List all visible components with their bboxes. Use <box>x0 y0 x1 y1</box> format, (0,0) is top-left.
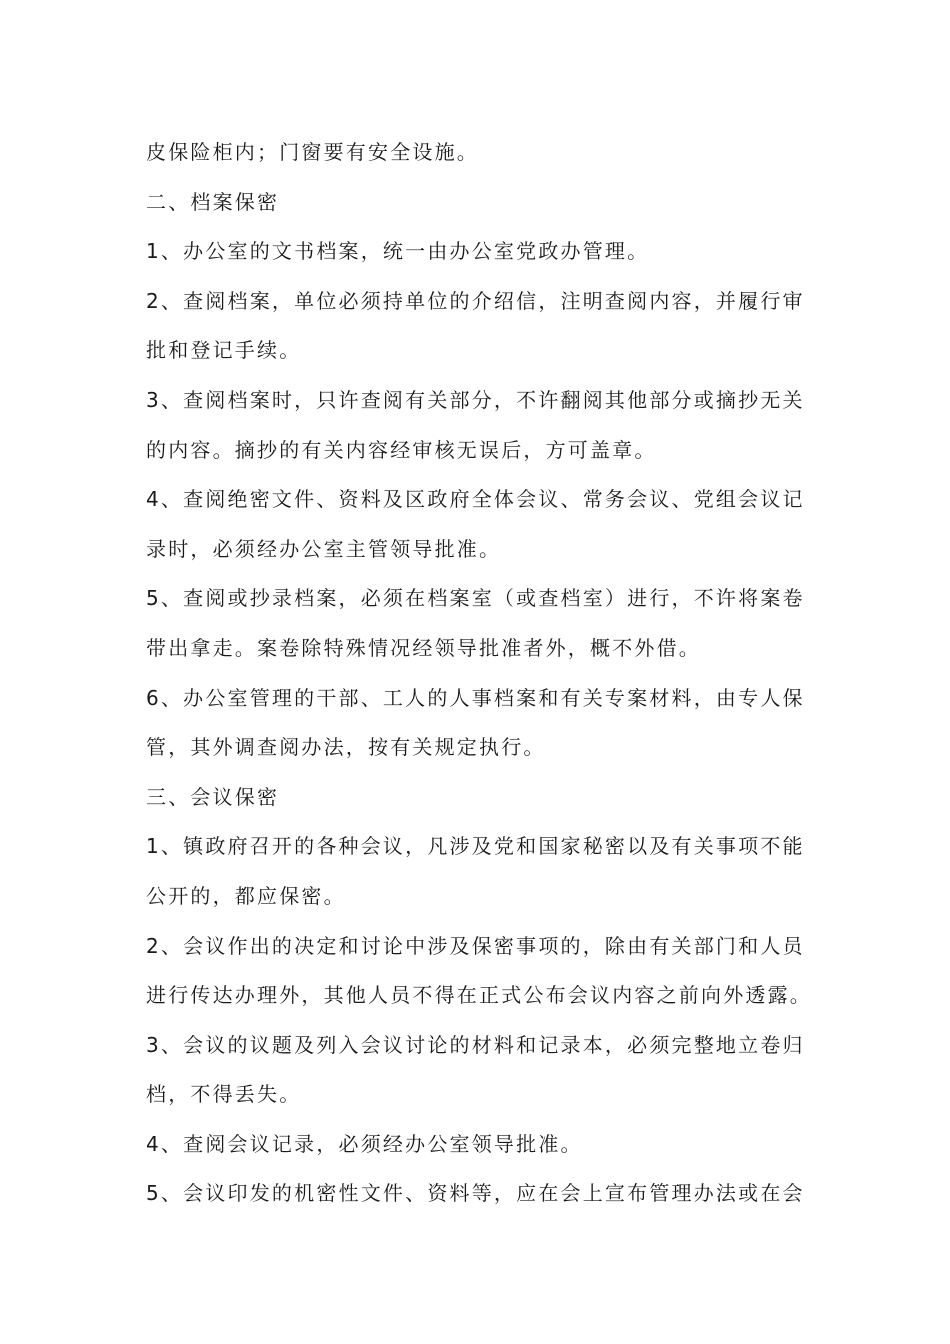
text-line: 批和登记手续。 <box>146 338 302 363</box>
text-line: 带出拿走。案卷除特殊情况经领导批准者外，概不外借。 <box>146 635 701 660</box>
text-line: 1、办公室的文书档案，统一由办公室党政办管理。 <box>146 239 650 264</box>
text-line: 5、会议印发的机密性文件、资料等，应在会上宣布管理办法或在会 <box>146 1181 805 1206</box>
section-heading: 三、会议保密 <box>146 784 280 809</box>
text-line: 4、查阅绝密文件、资料及区政府全体会议、常务会议、党组会议记 <box>146 487 805 512</box>
text-line: 皮保险柜内；门窗要有安全设施。 <box>146 140 479 164</box>
text-line: 5、查阅或抄录档案，必须在档案室（或查档室）进行，不许将案卷 <box>146 586 805 611</box>
text-line: 进行传达办理外，其他人员不得在正式公布会议内容之前向外透露。 <box>146 983 812 1008</box>
text-line: 3、查阅档案时，只许查阅有关部分，不许翻阅其他部分或摘抄无关 <box>146 387 805 412</box>
text-line: 2、会议作出的决定和讨论中涉及保密事项的，除由有关部门和人员 <box>146 933 805 958</box>
text-line: 6、办公室管理的干部、工人的人事档案和有关专案材料，由专人保 <box>146 685 805 710</box>
text-line: 管，其外调查阅办法，按有关规定执行。 <box>146 735 546 760</box>
document-body <box>146 128 814 1219</box>
text-line: 档，不得丢失。 <box>146 1082 302 1107</box>
text-line: 的内容。摘抄的有关内容经审核无误后，方可盖章。 <box>146 437 657 462</box>
text-line: 1、镇政府召开的各种会议，凡涉及党和国家秘密以及有关事项不能 <box>146 834 805 859</box>
text-line: 公开的，都应保密。 <box>146 883 346 908</box>
text-line: 4、查阅会议记录，必须经办公室领导批准。 <box>146 1131 583 1156</box>
text-line: 3、会议的议题及列入会议讨论的材料和记录本，必须完整地立卷归 <box>146 1032 805 1057</box>
section-heading: 二、档案保密 <box>146 189 280 214</box>
text-line: 2、查阅档案，单位必须持单位的介绍信，注明查阅内容，并履行审 <box>146 288 805 313</box>
text-line: 录时，必须经办公室主管领导批准。 <box>146 536 502 561</box>
